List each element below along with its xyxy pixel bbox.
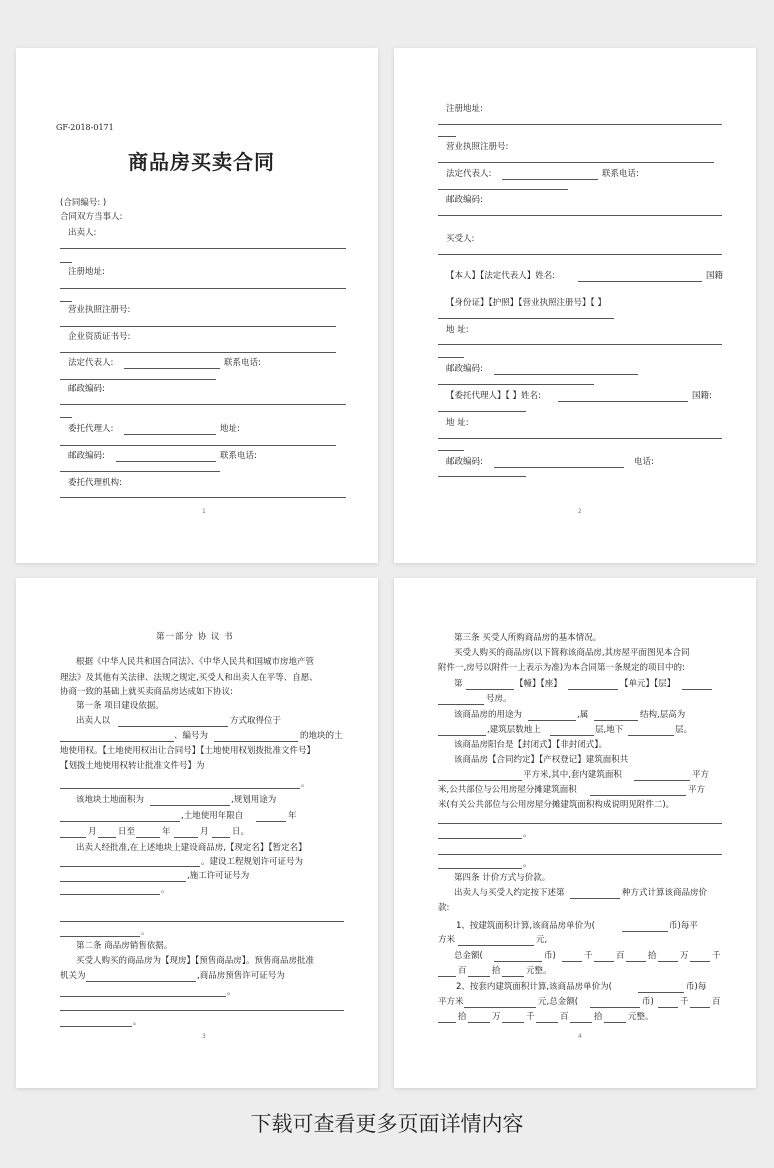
fill-line [256, 821, 286, 822]
fill-line [634, 780, 690, 781]
text-line: 千 [712, 951, 721, 961]
biz-license-label: 营业执照注册号: [446, 142, 509, 152]
text-line: 元整。 [628, 1012, 654, 1022]
fill-line [690, 961, 710, 962]
text-line: 第 [454, 679, 463, 689]
text-line: ,规划用途为 [231, 795, 277, 805]
postcode-label: 邮政编码: [446, 195, 483, 205]
page-number: 2 [578, 508, 582, 515]
fill-line [438, 976, 456, 977]
document-code: GF-2018-0171 [56, 123, 114, 132]
contract-number: (合同编号: ) [60, 198, 107, 208]
fill-line [438, 1022, 456, 1023]
fill-line [558, 401, 688, 402]
text-line: 日至 [118, 827, 136, 837]
fill-line [578, 281, 702, 282]
text-line: 日。 [232, 827, 250, 837]
fill-line [438, 189, 568, 190]
page-number: 4 [578, 1033, 582, 1040]
text-line: 平方米,其中,套内建筑面积 [523, 770, 622, 780]
agent-label: 委托代理人: [68, 424, 114, 434]
fill-line [502, 179, 598, 180]
fill-line [438, 868, 522, 869]
fill-line [60, 866, 200, 867]
agency-label: 委托代理机构: [68, 478, 122, 488]
buyer-name-line: 【本人】【法定代表人】姓名: [446, 271, 556, 281]
nationality-label: 国籍 [706, 271, 724, 281]
fill-line [494, 961, 542, 962]
text-line: 元,总金额( [538, 997, 579, 1007]
contract-page-3 [16, 578, 378, 1088]
text-line: 结构,层高为 [640, 710, 686, 720]
text-line: 元, [536, 935, 548, 945]
text-line: 万 [680, 951, 689, 961]
text-line: 的地块的土 [300, 731, 343, 741]
text-line: 总金额( [454, 951, 483, 961]
text-line: 千 [680, 997, 689, 1007]
fill-line [570, 898, 620, 899]
text-line: 该商品房【合同约定】【产权登记】建筑面积共 [454, 755, 629, 765]
fill-line [60, 921, 344, 922]
fill-line [124, 434, 216, 435]
nationality-label-2: 国籍: [692, 391, 712, 401]
fill-line [438, 450, 464, 451]
text-line: 拾 [458, 1012, 467, 1022]
fill-line [60, 352, 336, 353]
fill-line [438, 735, 486, 736]
text-line: 。 [523, 859, 532, 869]
address-label-2: 地 址: [446, 418, 469, 428]
text-line: 根据《中华人民共和国合同法》、《中华人民共和国城市房地产管 [76, 657, 315, 667]
fill-line [628, 735, 674, 736]
fill-line [60, 788, 300, 789]
fill-line [568, 689, 618, 690]
fill-line [60, 288, 346, 289]
fill-line [150, 805, 230, 806]
fill-line [60, 471, 220, 472]
fill-line [590, 1007, 640, 1008]
text-line: 买受人购买的商品房(以下简称该商品房,其房屋平面图见本合同 [454, 648, 690, 658]
id-type-line: 【身份证】【护照】【营业执照注册号】【 】 [446, 298, 606, 308]
text-line: 。 [133, 1017, 142, 1027]
text-line: 1、按建筑面积计算,该商品房单价为( [456, 921, 595, 931]
text-line: 月 [88, 827, 97, 837]
text-line: 。 [161, 885, 170, 895]
address-label: 地址: [220, 424, 240, 434]
fill-line [60, 262, 72, 263]
agent-name-line: 【委托代理人】【 】姓名: [446, 391, 541, 401]
fill-line [604, 1022, 626, 1023]
text-line: 万 [492, 1012, 501, 1022]
text-line: 百 [616, 951, 625, 961]
fill-line [502, 1022, 524, 1023]
contract-page-1 [16, 48, 378, 563]
text-line: 。 [227, 987, 236, 997]
text-line: 【幢】【座】 [515, 679, 562, 689]
text-line: 币) [642, 997, 654, 1007]
text-line: 【划拨土地使用权转让批准文件号】为 [60, 761, 205, 771]
fill-line [60, 894, 160, 895]
text-line: 平方 [688, 785, 706, 795]
text-line: 买受人购买的商品房为【现房】【预售商品房】。预售商品房批准 [76, 956, 315, 966]
legal-rep-label: 法定代表人: [68, 358, 114, 368]
parties-intro: 合同双方当事人: [60, 212, 123, 222]
fill-line [118, 726, 228, 727]
article-4-title: 第四条 计价方式与价款。 [454, 873, 551, 883]
text-line: 。 [523, 829, 532, 839]
legal-rep-label: 法定代表人: [446, 169, 492, 179]
phone-label: 联系电话: [602, 169, 639, 179]
fill-line [438, 136, 456, 137]
biz-license-label: 营业执照注册号: [68, 305, 131, 315]
text-line: 款: [438, 903, 450, 913]
fill-line [562, 961, 582, 962]
text-line: 该地块土地面积为 [76, 795, 145, 805]
fill-line [86, 981, 196, 982]
text-line: 拾 [648, 951, 657, 961]
fill-line [438, 215, 722, 216]
fill-line [658, 961, 678, 962]
text-line: ,建筑层数地上 [487, 725, 541, 735]
qualification-label: 企业资质证书号: [68, 332, 131, 342]
text-line: 币)每平 [669, 921, 698, 931]
fill-line [682, 689, 712, 690]
text-line: ,土地使用年限自 [181, 811, 244, 821]
fill-line [60, 379, 216, 380]
fill-line [438, 838, 522, 839]
fill-line [212, 837, 230, 838]
fill-line [570, 1022, 592, 1023]
reg-address-label: 注册地址: [446, 104, 483, 114]
fill-line [494, 467, 624, 468]
fill-line [60, 1026, 132, 1027]
text-line: 千 [584, 951, 593, 961]
fill-line [60, 837, 86, 838]
text-line: 层。 [675, 725, 693, 735]
text-line: 地使用权。【土地使用权出让合同号】【土地使用权划拨批准文件号】 [60, 746, 316, 756]
contract-title: 商品房买卖合同 [128, 150, 275, 174]
text-line: 米,公共部位与公用房屋分摊建筑面积 [438, 785, 577, 795]
text-line: 机关为 [60, 971, 86, 981]
text-line: 层,地下 [595, 725, 624, 735]
fill-line [60, 741, 174, 742]
article-2-title: 第二条 商品房销售依据。 [76, 941, 173, 951]
page-number: 3 [202, 1033, 206, 1040]
text-line: 方式取得位于 [230, 716, 282, 726]
fill-line [438, 254, 722, 255]
article-3-title: 第三条 买受人所购商品房的基本情况。 [454, 633, 602, 643]
fill-line [60, 936, 140, 937]
text-line: 附件一,房号以附件一上表示为准)为本合同第一条规定的项目中的: [438, 663, 685, 673]
page-number: 1 [202, 508, 206, 515]
reg-address-label: 注册地址: [68, 267, 105, 277]
fill-line [494, 374, 638, 375]
postcode-label-3: 邮政编码: [446, 457, 483, 467]
fill-line [438, 384, 594, 385]
fill-line [468, 1022, 490, 1023]
contract-page-2 [394, 48, 756, 563]
fill-line [438, 162, 714, 163]
fill-line [466, 689, 514, 690]
fill-line [626, 961, 646, 962]
text-line: 该商品房阳台是【封闭式】【非封闭式】。 [454, 740, 608, 750]
text-line: 2、按套内建筑面积计算,该商品房单价为( [456, 982, 612, 992]
fill-line [60, 301, 72, 302]
fill-line [438, 854, 722, 855]
text-line: 年 [288, 811, 297, 821]
fill-line [690, 1007, 710, 1008]
fill-line [594, 720, 638, 721]
text-line: 【单元】【层】 [620, 679, 676, 689]
postcode-label-2: 邮政编码: [68, 451, 105, 461]
fill-line [98, 837, 116, 838]
text-line: 拾 [492, 966, 501, 976]
postcode-label-2: 邮政编码: [446, 364, 483, 374]
fill-line [438, 357, 464, 358]
text-line: 。 [141, 927, 150, 937]
text-line: 千 [526, 1012, 535, 1022]
fill-line [468, 976, 490, 977]
text-line: 、编号为 [174, 731, 209, 741]
text-line: 百 [458, 966, 467, 976]
fill-line [174, 837, 198, 838]
text-line: 百 [560, 1012, 569, 1022]
fill-line [658, 1007, 678, 1008]
fill-line [60, 996, 226, 997]
fill-line [528, 720, 576, 721]
fill-line [214, 741, 298, 742]
text-line: 该商品房的用途为 [454, 710, 523, 720]
fill-line [60, 881, 186, 882]
fill-line [438, 344, 722, 345]
fill-line [60, 248, 346, 249]
fill-line [438, 318, 614, 319]
seller-label: 出卖人: [68, 228, 97, 238]
fill-line [594, 961, 614, 962]
phone-label-2: 联系电话: [220, 451, 257, 461]
text-line: 出卖人经批准,在上述地块上建设商品房,【现定名】【暂定名】 [76, 843, 307, 853]
text-line: 协商一致的基础上就买卖商品房达成如下协议: [60, 687, 233, 697]
fill-line [438, 704, 484, 705]
text-line: 平方米 [438, 997, 464, 1007]
fill-line [438, 438, 722, 439]
text-line: 。建设工程规划许可证号为 [201, 857, 304, 867]
text-line: 月 [200, 827, 209, 837]
text-line: 币)每 [686, 982, 707, 992]
fill-line [438, 823, 722, 824]
text-line: 拾 [594, 1012, 603, 1022]
text-line: 年 [162, 827, 171, 837]
fill-line [464, 1007, 536, 1008]
address-label: 地 址: [446, 325, 469, 335]
fill-line [124, 368, 220, 369]
fill-line [60, 1010, 344, 1011]
postcode-label: 邮政编码: [68, 384, 105, 394]
fill-line [438, 411, 526, 412]
text-line: ,商品房预售许可证号为 [197, 971, 285, 981]
contract-page-4 [394, 578, 756, 1088]
text-line: 种方式计算该商品房价 [622, 888, 708, 898]
text-line: 平方 [692, 770, 710, 780]
fill-line [536, 1022, 558, 1023]
download-more-caption: 下载可查看更多页面详情内容 [250, 1112, 524, 1136]
text-line: 币) [544, 951, 556, 961]
text-line: 米(有关公共部位与公用房屋分摊建筑面积构成说明见附件二)。 [438, 800, 675, 810]
part-heading: 第一部分 协 议 书 [156, 632, 234, 642]
fill-line [622, 931, 668, 932]
fill-line [116, 461, 216, 462]
fill-line [638, 992, 684, 993]
text-line: 元整。 [526, 966, 552, 976]
text-line: 。 [301, 779, 310, 789]
text-line: 理法》及其他有关法律、法规之规定,买受人和出卖人在平等、自愿、 [60, 673, 318, 683]
fill-line [60, 326, 336, 327]
fill-line [438, 476, 526, 477]
fill-line [60, 445, 336, 446]
text-line: ,属 [577, 710, 589, 720]
fill-line [136, 837, 160, 838]
text-line: ,施工许可证号为 [187, 871, 250, 881]
fill-line [60, 417, 72, 418]
fill-line [60, 821, 180, 822]
fill-line [438, 780, 522, 781]
fill-line [502, 976, 524, 977]
fill-line [60, 497, 346, 498]
phone-label-2: 电话: [634, 457, 654, 467]
fill-line [60, 404, 346, 405]
text-line: 百 [712, 997, 721, 1007]
phone-label: 联系电话: [224, 358, 261, 368]
fill-line [438, 124, 722, 125]
text-line: 方米 [438, 935, 456, 945]
article-1-title: 第一条 项目建设依据。 [76, 701, 164, 711]
text-line: 出卖人以 [76, 716, 111, 726]
buyer-label: 买受人: [446, 234, 475, 244]
fill-line [458, 945, 534, 946]
fill-line [550, 735, 594, 736]
text-line: 出卖人与买受人约定按下述第 [454, 888, 565, 898]
fill-line [590, 795, 686, 796]
text-line: 号房。 [486, 694, 512, 704]
